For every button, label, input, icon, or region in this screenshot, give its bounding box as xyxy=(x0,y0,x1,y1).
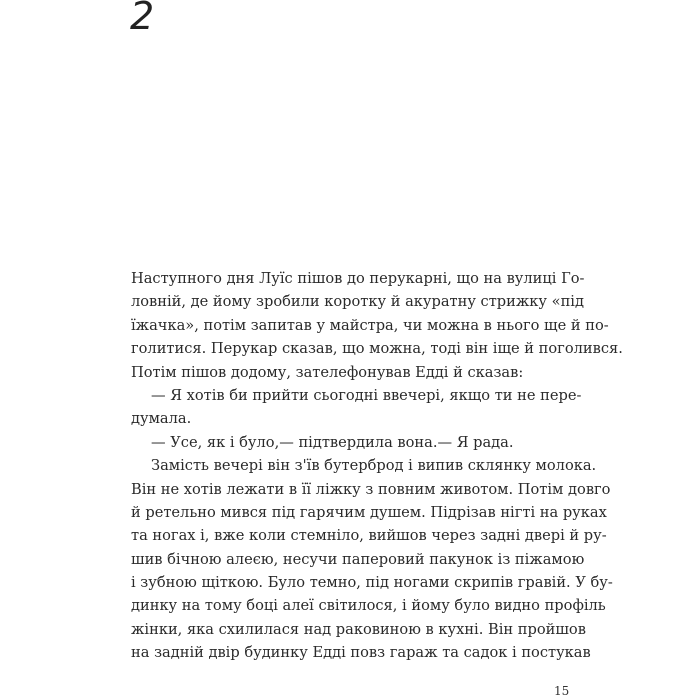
text-line: голитися. Перукар сказав, що можна, тоді він іще й поголився. xyxy=(131,340,623,358)
body-text xyxy=(131,267,623,665)
text-line: і зубною щіткою. Було темно, під ногами скрипів гравій. У бу- xyxy=(131,574,613,592)
text-line: й ретельно мився під гарячим душем. Підрізав нігті на руках xyxy=(131,503,607,521)
text-line: та ногах і, вже коли стемніло, вийшов через задні двері й ру- xyxy=(131,527,607,545)
text-line: на задній двір будинку Едді повз гараж та садок і постукав xyxy=(131,644,591,662)
text-line: Наступного дня Луїс пішов до перукарні, що на вулиці Го- xyxy=(131,270,585,287)
page-number: 15 xyxy=(554,684,570,698)
text-line: ловній, де йому зробили коротку й акуратну стрижку «під xyxy=(131,293,584,311)
text-line: думала. xyxy=(131,410,192,428)
text-line: динку на тому боці алеї світилося, і йому було видно профіль xyxy=(131,597,606,615)
text-line: — Усе, як і було,— підтвердила вона.— Я рада. xyxy=(151,433,514,451)
text-line: їжачка», потім запитав у майстра, чи можна в нього ще й по- xyxy=(131,316,609,334)
text-line: — Я хотів би прийти сьогодні ввечері, якщо ти не пере- xyxy=(151,386,582,404)
text-line: Замість вечері він з'їв бутерброд і випив склянку молока. xyxy=(151,457,597,475)
text-line: жінки, яка схилилася над раковиною в кухні. Він пройшов xyxy=(131,620,586,638)
text-line: Він не хотів лежати в її ліжку з повним животом. Потім довго xyxy=(131,480,611,498)
text-line: шив бічною алеєю, несучи паперовий пакунок із піжамою xyxy=(131,550,585,568)
chapter-number: 2 xyxy=(130,0,155,38)
text-line: Потім пішов додому, зателефонував Едді й сказав: xyxy=(131,363,524,381)
